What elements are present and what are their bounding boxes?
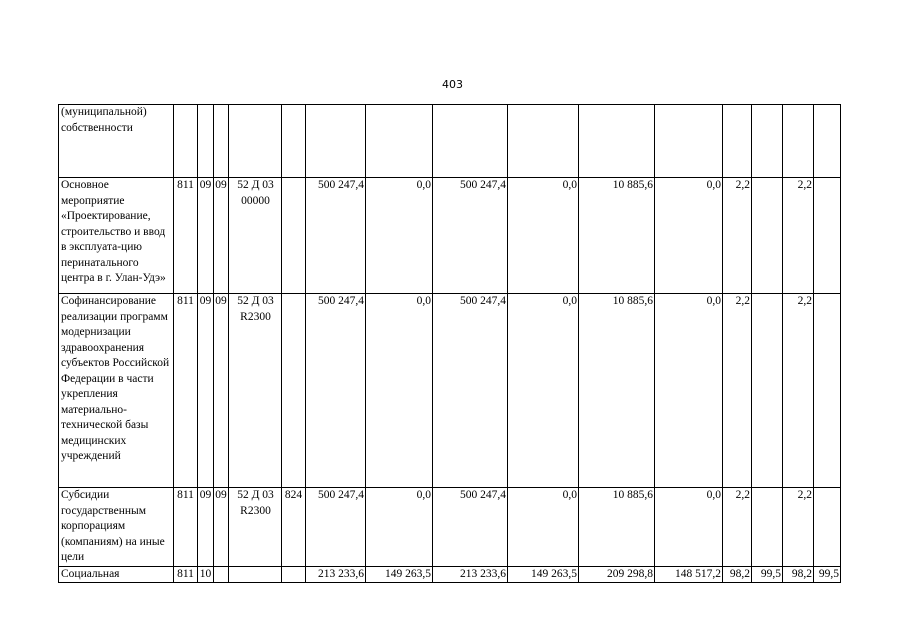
percent-cell: [752, 178, 783, 294]
value-cell: 0,0: [655, 294, 723, 488]
value-cell: 0,0: [508, 178, 579, 294]
budget-table: [58, 104, 841, 583]
value-cell: 0,0: [366, 488, 433, 567]
row-name: (муниципальной) собственности: [59, 105, 174, 178]
subsection-code: 09: [214, 178, 229, 294]
target-article-code: 52 Д 03 00000: [229, 178, 282, 294]
subsection-code: 09: [214, 294, 229, 488]
percent-cell: 2,2: [723, 178, 752, 294]
value-cell: [433, 105, 508, 178]
value-cell: 10 885,6: [579, 178, 655, 294]
percent-cell: 98,2: [723, 566, 752, 583]
value-cell: [655, 105, 723, 178]
value-cell: 500 247,4: [306, 294, 366, 488]
value-cell: 0,0: [508, 294, 579, 488]
section-code: 09: [198, 294, 214, 488]
value-cell: [579, 105, 655, 178]
subsection-code: [214, 566, 229, 583]
percent-cell: 99,5: [814, 566, 841, 583]
expense-type-code: [282, 105, 306, 178]
value-cell: 500 247,4: [433, 488, 508, 567]
ministry-code: 811: [174, 294, 198, 488]
page-number: 403: [442, 78, 463, 91]
row-name: Социальная: [59, 566, 174, 583]
percent-cell: [814, 488, 841, 567]
percent-cell: 2,2: [723, 488, 752, 567]
value-cell: 213 233,6: [433, 566, 508, 583]
section-code: 09: [198, 488, 214, 567]
table-row: [59, 178, 841, 294]
value-cell: 149 263,5: [508, 566, 579, 583]
value-cell: 500 247,4: [306, 488, 366, 567]
value-cell: 209 298,8: [579, 566, 655, 583]
percent-cell: 2,2: [783, 488, 814, 567]
value-cell: 10 885,6: [579, 294, 655, 488]
value-cell: 0,0: [366, 294, 433, 488]
subsection-code: 09: [214, 488, 229, 567]
value-cell: 0,0: [655, 178, 723, 294]
value-cell: 149 263,5: [366, 566, 433, 583]
value-cell: 0,0: [508, 488, 579, 567]
expense-type-code: [282, 178, 306, 294]
ministry-code: 811: [174, 488, 198, 567]
percent-cell: [814, 105, 841, 178]
value-cell: [306, 105, 366, 178]
value-cell: 0,0: [366, 178, 433, 294]
subsection-code: [214, 105, 229, 178]
value-cell: 213 233,6: [306, 566, 366, 583]
percent-cell: [723, 105, 752, 178]
row-name: Софинансирование реализации программ модернизации здравоохранения субъектов Российской Федерации в части укрепления материально-технической базы медицинских учреждений: [59, 294, 174, 488]
table-row: [59, 488, 841, 567]
percent-cell: [752, 488, 783, 567]
percent-cell: [814, 178, 841, 294]
percent-cell: [783, 105, 814, 178]
expense-type-code: [282, 294, 306, 488]
section-code: [198, 105, 214, 178]
percent-cell: 2,2: [783, 294, 814, 488]
percent-cell: 98,2: [783, 566, 814, 583]
target-article-code: 52 Д 03 R2300: [229, 488, 282, 567]
expense-type-code: [282, 566, 306, 583]
table-row: [59, 566, 841, 583]
value-cell: 0,0: [655, 488, 723, 567]
section-code: 09: [198, 178, 214, 294]
row-name: Основное мероприятие «Проектирование, строительство и ввод в эксплуата-цию перинатального центра в г. Улан-Удэ»: [59, 178, 174, 294]
target-article-code: [229, 105, 282, 178]
target-article-code: [229, 566, 282, 583]
value-cell: 500 247,4: [306, 178, 366, 294]
target-article-code: 52 Д 03 R2300: [229, 294, 282, 488]
percent-cell: [752, 294, 783, 488]
percent-cell: 2,2: [723, 294, 752, 488]
value-cell: [508, 105, 579, 178]
value-cell: [366, 105, 433, 178]
ministry-code: 811: [174, 178, 198, 294]
table-row: [59, 294, 841, 488]
ministry-code: 811: [174, 566, 198, 583]
percent-cell: [814, 294, 841, 488]
percent-cell: 2,2: [783, 178, 814, 294]
expense-type-code: 824: [282, 488, 306, 567]
value-cell: 148 517,2: [655, 566, 723, 583]
percent-cell: [752, 105, 783, 178]
ministry-code: [174, 105, 198, 178]
section-code: 10: [198, 566, 214, 583]
row-name: Субсидии государственным корпорациям (компаниям) на иные цели: [59, 488, 174, 567]
value-cell: 500 247,4: [433, 294, 508, 488]
value-cell: 10 885,6: [579, 488, 655, 567]
percent-cell: 99,5: [752, 566, 783, 583]
value-cell: 500 247,4: [433, 178, 508, 294]
table-row: [59, 105, 841, 178]
